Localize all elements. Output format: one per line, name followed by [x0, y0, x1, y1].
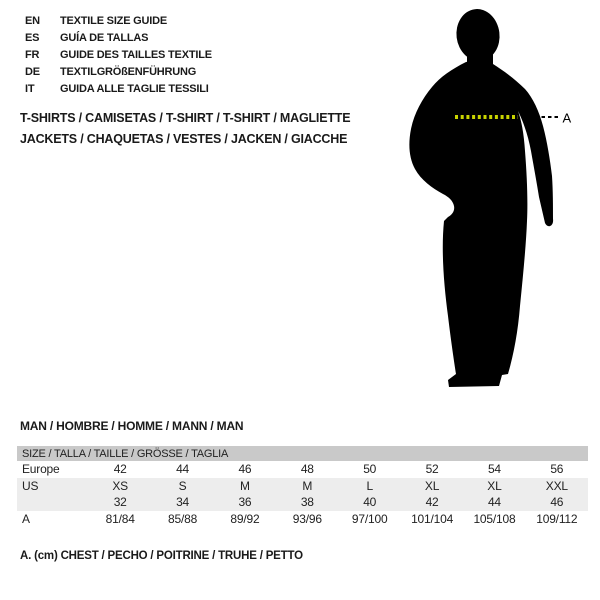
language-label: GUIDE DES TAILLES TEXTILE — [60, 48, 212, 61]
size-value-cell: L — [366, 478, 373, 493]
size-value-cell: 109/112 — [536, 511, 578, 526]
size-value-cell: 44 — [176, 462, 190, 477]
size-value-cell: 85/88 — [168, 511, 198, 526]
size-value-cell: 52 — [425, 462, 439, 477]
size-table-body — [17, 461, 588, 527]
man-silhouette — [409, 7, 553, 387]
table-row — [17, 461, 588, 478]
size-table-header: SIZE / TALLA / TAILLE / GRÖSSE / TAGLIA — [17, 446, 588, 461]
row-label: US — [22, 478, 39, 493]
size-value-cell: 48 — [300, 462, 314, 477]
table-row — [17, 478, 588, 495]
row-label: A — [22, 511, 30, 526]
language-label: GUIDA ALLE TAGLIE TESSILI — [60, 82, 209, 95]
category-line-tshirts: T-SHIRTS / CAMISETAS / T-SHIRT / T-SHIRT / MAGLIETTE — [20, 111, 351, 125]
size-value-cell: 93/96 — [292, 511, 322, 526]
language-list — [25, 12, 212, 97]
size-value-cell: 40 — [363, 495, 377, 510]
language-code: DE — [25, 65, 40, 78]
size-value-cell: XL — [424, 478, 440, 493]
size-value-cell: 50 — [363, 462, 377, 477]
measure-label-a: A — [562, 110, 572, 126]
size-value-cell: 34 — [176, 495, 190, 510]
size-value-cell: 36 — [238, 495, 252, 510]
table-row — [17, 494, 588, 511]
size-value-cell: 32 — [113, 495, 127, 510]
size-value-cell: M — [240, 478, 250, 493]
size-value-cell: 42 — [425, 495, 439, 510]
size-value-cell: 101/104 — [411, 511, 454, 526]
size-value-cell: 56 — [550, 462, 564, 477]
size-table — [17, 446, 588, 527]
measurement-footnote: A. (cm) CHEST / PECHO / POITRINE / TRUHE / PETTO — [20, 550, 303, 562]
size-value-cell: 46 — [238, 462, 252, 477]
language-code: EN — [25, 14, 40, 27]
language-row-es — [25, 29, 212, 46]
language-label: TEXTILGRÖßENFÜHRUNG — [60, 65, 197, 78]
language-row-en — [25, 12, 212, 29]
size-value-cell: M — [302, 478, 313, 493]
size-value-cell: 97/100 — [351, 511, 388, 526]
man-figure — [405, 5, 575, 397]
size-value-cell: S — [178, 478, 187, 493]
size-value-cell: 46 — [550, 495, 564, 510]
size-value-cell: 105/108 — [473, 511, 516, 526]
size-value-cell: XS — [112, 478, 128, 493]
size-value-cell: XL — [487, 478, 502, 493]
size-value-cell: 38 — [300, 495, 314, 510]
language-label: GUÍA DE TALLAS — [60, 31, 149, 44]
size-value-cell: XXL — [545, 478, 568, 493]
size-value-cell: 44 — [487, 495, 501, 510]
category-line-jackets: JACKETS / CHAQUETAS / VESTES / JACKEN / GIACCHE — [20, 132, 348, 146]
section-title-man: MAN / HOMBRE / HOMME / MANN / MAN — [20, 419, 244, 433]
size-value-cell: 42 — [113, 462, 127, 477]
language-label: TEXTILE SIZE GUIDE — [60, 14, 168, 27]
language-code: IT — [25, 82, 35, 95]
table-row — [17, 511, 588, 528]
size-value-cell: 89/92 — [230, 511, 260, 526]
category-titles — [20, 108, 350, 150]
size-value-cell: 81/84 — [105, 511, 135, 526]
language-code: ES — [25, 31, 40, 44]
language-row-de — [25, 63, 212, 80]
language-row-fr — [25, 46, 212, 63]
language-code: FR — [25, 48, 40, 61]
size-value-cell: 54 — [487, 462, 501, 477]
row-label: Europe — [22, 462, 60, 477]
language-row-it — [25, 80, 212, 97]
